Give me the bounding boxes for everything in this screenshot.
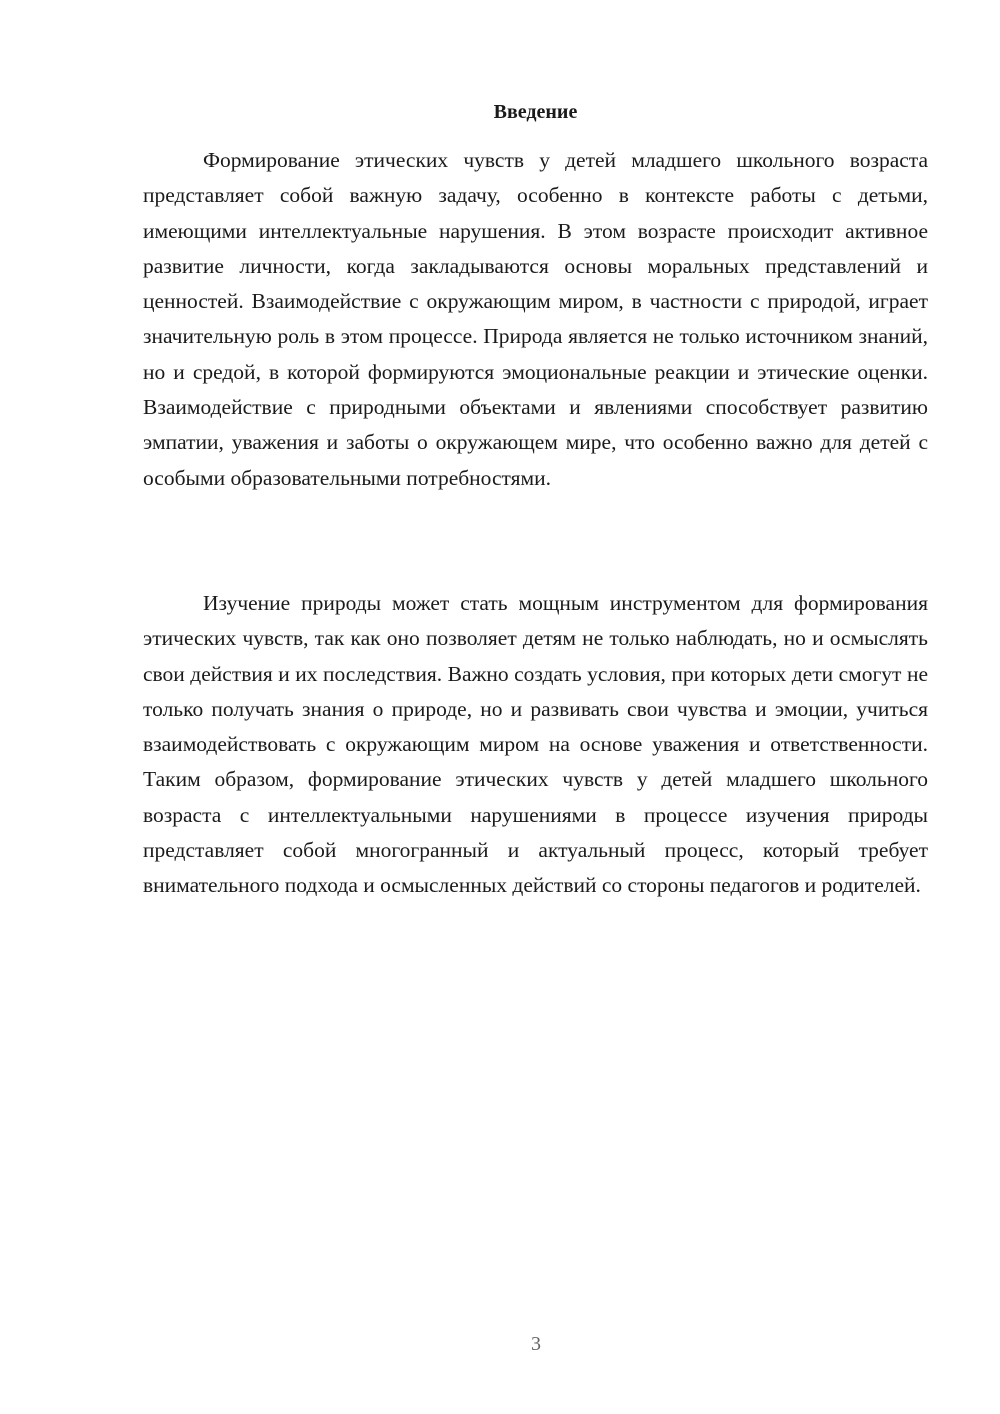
paragraph-1: Формирование этических чувств у детей младшего школьного возраста представляет собой важную задачу, особенно в контексте работы с детьми, имеющими интеллектуальные нарушения. В этом возрасте происходит активное развитие личности, когда закладываются основы моральных представлений и ценностей. Взаимодействие с окружающим миром, в частности с природой, играет значительную роль в этом процессе. Природа является не только источником знаний, но и средой, в которой формируются эмоциональные реакции и этические оценки. Взаимодействие с природными объектами и явлениями способствует развитию эмпатии, уважения и заботы о окружающем мире, что особенно важно для детей с особыми образовательными потребностями.	[143, 148, 928, 490]
page-number: 3	[531, 1333, 541, 1355]
paragraph-2: Изучение природы может стать мощным инструментом для формирования этических чувств, так как оно позволяет детям не только наблюдать, но и осмыслять свои действия и их последствия. Важно создать условия, при которых дети смогут не только получать знания о природе, но и развивать свои чувства и эмоции, учиться взаимодействовать с окружающим миром на основе уважения и ответственности. Таким образом, формирование этических чувств у детей младшего школьного возраста с интеллектуальными нарушениями в процессе изучения природы представляет собой многогранный и актуальный процесс, который требует внимательного подхода и осмысленных действий со стороны педагогов и родителей.	[143, 591, 928, 898]
page-heading: Введение	[493, 101, 578, 123]
